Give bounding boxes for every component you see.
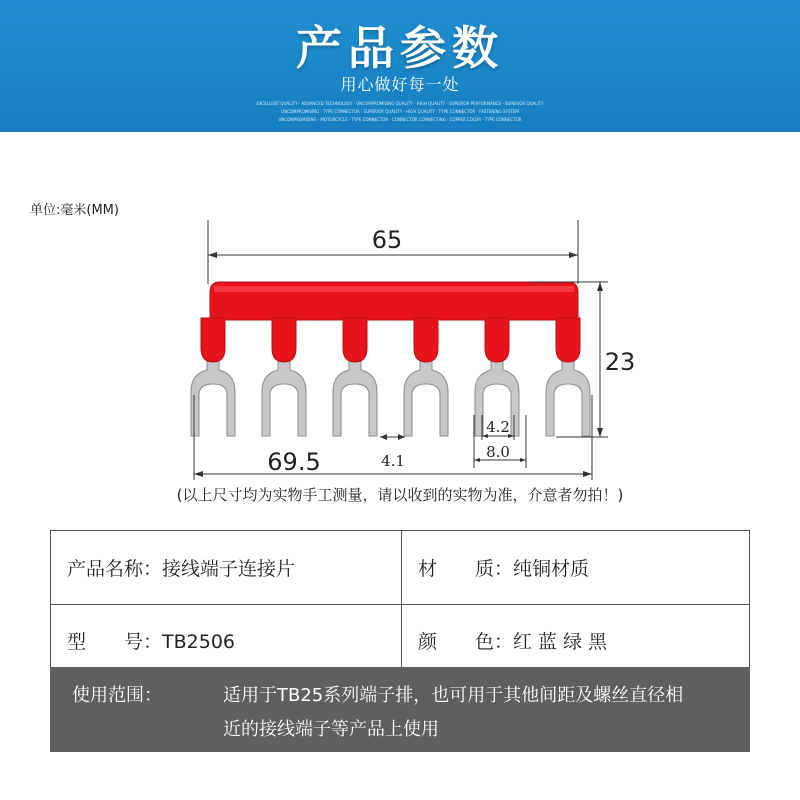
fork-terminal [262, 355, 306, 436]
fork-terminal [404, 355, 448, 436]
jumper-collar [343, 318, 367, 362]
dim-pitch-label: 8.0 [486, 443, 510, 461]
dimension-drawing [0, 200, 800, 490]
table-row [51, 531, 750, 605]
spec-name-cell: 产品名称：接线端子连接片 [51, 531, 402, 605]
body-highlight [214, 286, 574, 292]
jumper-collar [556, 318, 580, 362]
banner-fine-print: EXCELLENT QUALITY · ADVANCED TECHNOLOGY · UNCOMPROMISING QUALITY · HIGH QUALITY · SUPERIOR PERFORMANCE · SUPERIOR QUALITY [256, 101, 544, 106]
usage-panel [50, 667, 750, 752]
measurement-note: (以上尺寸均为实物手工测量，请以收到的实物为准，介意者勿拍！) [176, 486, 624, 504]
dim-gap-label: 4.1 [381, 452, 405, 470]
usage-label: 使用范围： [72, 685, 162, 706]
header-banner [0, 0, 800, 132]
banner-fine-print: UNCOMPROMISING · TYPE CONNECTOR · SUPERIOR QUALITY · HIGH QUALITY · TYPE CONNECTOR · FASTENING SYSTEM [281, 109, 519, 114]
banner-title: 产品参数 [296, 21, 504, 75]
terminal-jumper-strip-icon [191, 282, 590, 436]
dim-height-label: 23 [604, 348, 636, 376]
dim-top-width-label: 65 [371, 226, 403, 254]
banner-subtitle: 用心做好每一处 [340, 75, 460, 94]
fork-terminal [333, 355, 377, 436]
jumper-collar [272, 318, 296, 362]
spec-model-cell: 型 号：TB2506 [51, 604, 402, 678]
dim-fork-width-label: 4.2 [486, 418, 510, 436]
usage-text-line: 适用于TB25系列端子排，也可用于其他间距及螺丝直径相 [223, 685, 684, 706]
jumper-collar [485, 318, 509, 362]
banner-fine-print: UNCOMPROMISING · MOTORCYCLE · TYPE CONNECTOR · CONNECTOR CONNECTING · COPPER COLOR · TYPE CONNECTOR [278, 117, 522, 122]
spec-material-cell: 材 质：纯铜材质 [402, 531, 750, 605]
fork-terminal [191, 355, 235, 436]
fork-terminal [546, 355, 590, 436]
usage-text-line: 近的接线端子等产品上使用 [223, 719, 439, 740]
unit-label: 单位:毫米(MM) [30, 203, 119, 218]
jumper-collar [414, 318, 438, 362]
spec-color-cell: 颜 色：红 蓝 绿 黑 [402, 604, 750, 678]
jumper-collar [201, 318, 225, 362]
dim-bottom-width-label: 69.5 [267, 448, 321, 476]
